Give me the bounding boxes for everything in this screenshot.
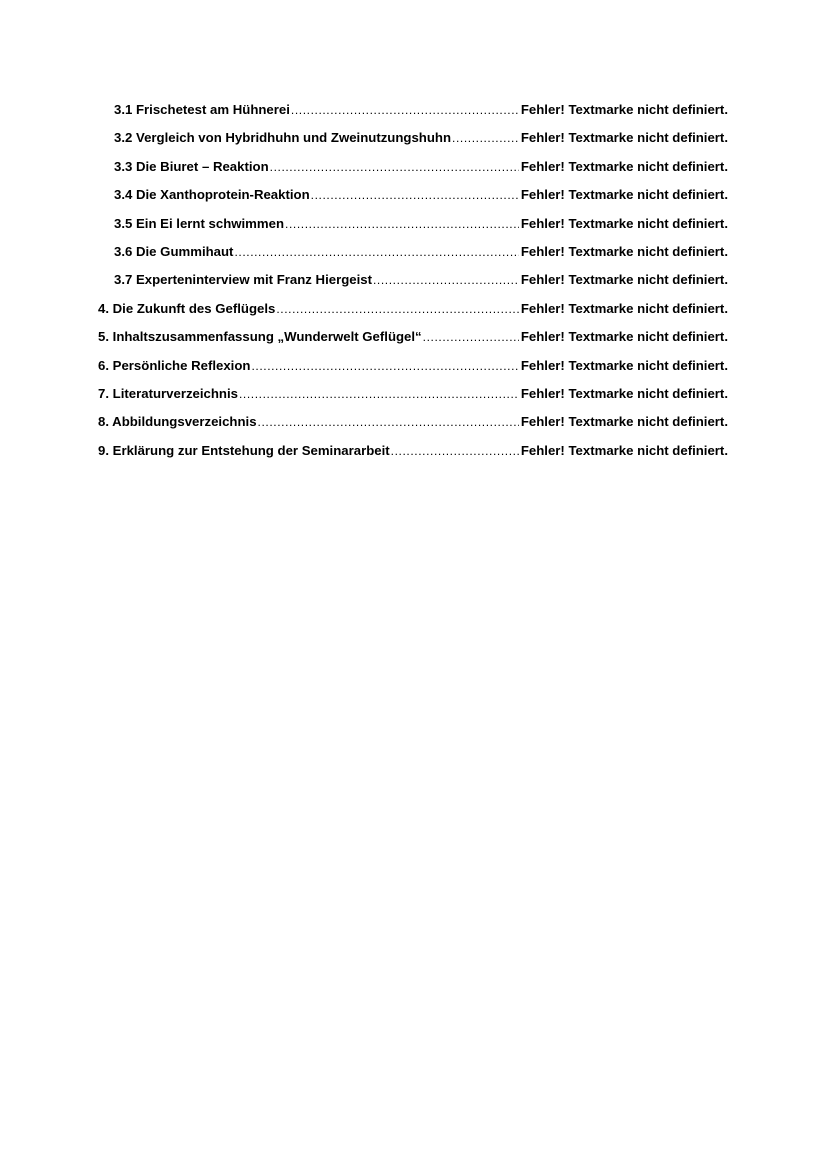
- toc-entry[interactable]: [98, 408, 728, 436]
- toc-entry-page-reference: Fehler! Textmarke nicht definiert.: [520, 130, 728, 146]
- toc-entry[interactable]: [98, 295, 728, 323]
- toc-entry[interactable]: [98, 153, 728, 181]
- toc-entry-page-reference: Fehler! Textmarke nicht definiert.: [520, 243, 728, 259]
- toc-entry[interactable]: [98, 352, 728, 380]
- toc-entry[interactable]: [98, 210, 728, 238]
- toc-entry[interactable]: [98, 124, 728, 152]
- toc-entry-page-reference: Fehler! Textmarke nicht definiert.: [520, 385, 728, 401]
- toc-entry-title: 3.2 Vergleich von Hybridhuhn und Zweinutzungshuhn: [114, 130, 452, 146]
- dot-leader: [423, 323, 519, 351]
- dot-leader: [270, 153, 519, 181]
- toc-entry-title: 3.4 Die Xanthoprotein-Reaktion: [114, 187, 310, 203]
- dot-leader: [311, 181, 519, 209]
- toc-entry[interactable]: [98, 181, 728, 209]
- toc-entry-page-reference: Fehler! Textmarke nicht definiert.: [520, 187, 728, 203]
- dot-leader: [452, 124, 519, 152]
- toc-entry-page-reference: Fehler! Textmarke nicht definiert.: [520, 329, 728, 345]
- toc-entry-title: 4. Die Zukunft des Geflügels: [98, 300, 276, 316]
- toc-entry-title: 3.6 Die Gummihaut: [114, 243, 234, 259]
- dot-leader: [285, 210, 519, 238]
- toc-entry-title: 9. Erklärung zur Entstehung der Seminararbeit: [98, 442, 390, 458]
- toc-entry-page-reference: Fehler! Textmarke nicht definiert.: [520, 300, 728, 316]
- toc-entry[interactable]: [98, 266, 728, 294]
- toc-entry-page-reference: Fehler! Textmarke nicht definiert.: [520, 102, 728, 117]
- dot-leader: [239, 380, 519, 408]
- toc-entry[interactable]: [98, 238, 728, 266]
- toc-entry-title: 3.7 Experteninterview mit Franz Hiergeist: [114, 272, 372, 288]
- toc-entry-page-reference: Fehler! Textmarke nicht definiert.: [520, 158, 728, 174]
- dot-leader: [234, 238, 518, 266]
- toc-entry[interactable]: [98, 380, 728, 408]
- toc-entry[interactable]: [98, 437, 728, 465]
- dot-leader: [276, 295, 519, 323]
- table-of-contents: [98, 96, 728, 465]
- dot-leader: [291, 96, 519, 124]
- toc-entry-page-reference: Fehler! Textmarke nicht definiert.: [520, 414, 728, 430]
- dot-leader: [391, 437, 519, 465]
- toc-entry-title: 6. Persönliche Reflexion: [98, 357, 251, 373]
- toc-entry-title: 3.1 Frischetest am Hühnerei: [114, 102, 290, 117]
- dot-leader: [251, 352, 518, 380]
- toc-entry-page-reference: Fehler! Textmarke nicht definiert.: [520, 442, 728, 458]
- toc-entry-page-reference: Fehler! Textmarke nicht definiert.: [520, 357, 728, 373]
- toc-entry-title: 5. Inhaltszusammenfassung „Wunderwelt Geflügel“: [98, 329, 422, 345]
- toc-entry-page-reference: Fehler! Textmarke nicht definiert.: [520, 215, 728, 231]
- toc-entry[interactable]: [98, 96, 728, 124]
- dot-leader: [373, 266, 519, 294]
- toc-entry-title: 8. Abbildungsverzeichnis: [98, 414, 257, 430]
- toc-entry[interactable]: [98, 323, 728, 351]
- toc-entry-title: 7. Literaturverzeichnis: [98, 385, 238, 401]
- toc-entry-title: 3.3 Die Biuret – Reaktion: [114, 158, 269, 174]
- dot-leader: [258, 408, 519, 436]
- toc-entry-title: 3.5 Ein Ei lernt schwimmen: [114, 215, 285, 231]
- toc-entry-page-reference: Fehler! Textmarke nicht definiert.: [520, 272, 728, 288]
